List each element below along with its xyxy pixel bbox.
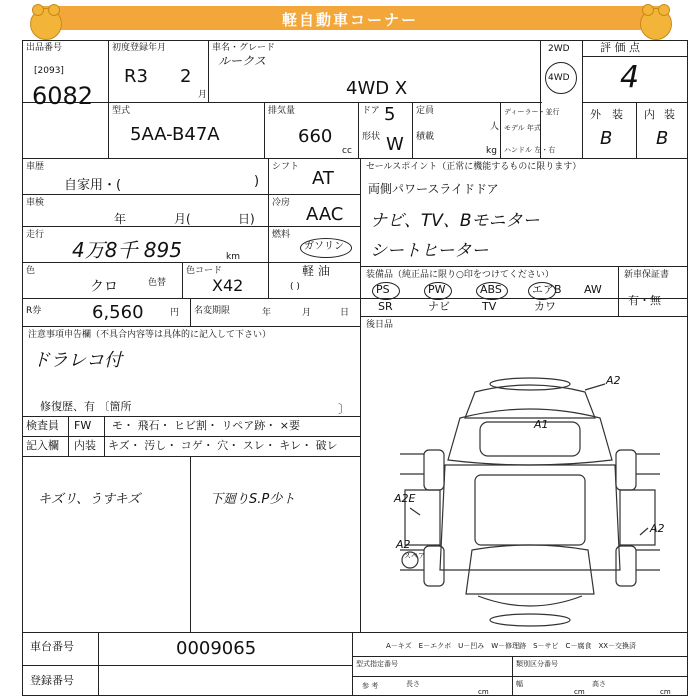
equip-navi: ナビ bbox=[428, 300, 450, 313]
shape-label: 形状 bbox=[362, 132, 381, 142]
class-label: 類別区分番号 bbox=[516, 660, 558, 668]
divider bbox=[22, 102, 542, 103]
damage-a2e: A2E bbox=[394, 492, 416, 505]
year-label: モデル 年式 bbox=[504, 124, 541, 132]
rating-label: 評 価 点 bbox=[600, 41, 640, 54]
page-title: 軽自動車コーナー bbox=[281, 11, 418, 29]
damage-legend: A－キズ E－エクボ U－凹み W－修理跡 S－サビ C－腐食 XX－交換済 bbox=[386, 642, 637, 650]
fuel-oil: 軽 油 bbox=[302, 264, 330, 278]
ccode-value: X42 bbox=[212, 276, 244, 295]
plate-label: 登録番号 bbox=[30, 674, 74, 687]
pw-circle bbox=[424, 282, 452, 300]
equip-leather: カワ bbox=[534, 300, 556, 313]
insp-label: 車検 bbox=[26, 198, 45, 208]
door-label: ドア bbox=[362, 106, 380, 116]
inspect-row2: キズ・ 汚し・ コゲ・ 穴・ スレ・ キレ・ 破レ bbox=[108, 439, 338, 452]
divider bbox=[636, 102, 637, 158]
remark-label: 記入欄 bbox=[26, 439, 59, 452]
insp-month: 月( bbox=[174, 212, 191, 226]
divider bbox=[208, 40, 209, 102]
warranty-value: 有・無 bbox=[628, 294, 661, 307]
int-label2: 装 bbox=[664, 108, 675, 121]
name-month: 月 bbox=[302, 308, 312, 318]
disp-label: 排気量 bbox=[268, 106, 296, 116]
drive-2wd: 2WD bbox=[548, 44, 570, 54]
load-unit: kg bbox=[486, 146, 497, 156]
divider bbox=[500, 102, 501, 158]
ext-label: 外 bbox=[590, 108, 601, 121]
divider bbox=[264, 102, 265, 158]
r-unit: 円 bbox=[170, 308, 180, 318]
month-unit: 月 bbox=[198, 90, 208, 100]
reg-label: 初度登録年月 bbox=[112, 43, 167, 53]
km-label: 走行 bbox=[26, 230, 45, 240]
r-label: R券 bbox=[26, 306, 42, 316]
cap-label: 定員 bbox=[416, 106, 435, 116]
ac-value: AAC bbox=[306, 204, 344, 225]
divider bbox=[352, 676, 688, 677]
divider bbox=[22, 632, 688, 633]
divider bbox=[358, 102, 359, 158]
cap-unit: 人 bbox=[490, 122, 500, 132]
equip-label: 装備品（純正品に限り○印をつけてください） bbox=[366, 270, 554, 280]
load-label: 積載 bbox=[416, 132, 435, 142]
car-label: 車名・グレード bbox=[212, 43, 276, 53]
divider bbox=[22, 326, 360, 327]
equip-tv: TV bbox=[482, 300, 497, 313]
color-value: クロ bbox=[90, 279, 118, 295]
remark-right: 下廻りS.P少ト bbox=[210, 492, 296, 507]
equip-airbag: エアB bbox=[532, 283, 562, 296]
notes-label: 注意事項申告欄（不具合内容等は具体的に記入して下さい） bbox=[28, 330, 272, 340]
divider bbox=[582, 40, 583, 158]
divider bbox=[352, 656, 688, 657]
divider bbox=[22, 665, 352, 666]
divider bbox=[98, 632, 99, 696]
wid-label: 幅 bbox=[516, 680, 523, 688]
door-value: 5 bbox=[384, 104, 396, 125]
repair-label: 修復歴、有 〔箇所 bbox=[40, 400, 132, 413]
divider bbox=[360, 266, 688, 267]
fuel-gas: ガソリン bbox=[304, 241, 344, 252]
drive-4wd: 4WD bbox=[548, 73, 570, 83]
ext-label2: 装 bbox=[612, 108, 623, 121]
lot-sub: [2093] bbox=[34, 66, 64, 76]
divider bbox=[22, 298, 360, 299]
sales-line3: シートヒーター bbox=[370, 241, 489, 261]
pcolor-label: 色替 bbox=[148, 278, 167, 288]
chassis-label: 車台番号 bbox=[30, 640, 74, 653]
insp-year: 年 bbox=[114, 212, 127, 226]
damage-a2-top: A2 bbox=[606, 374, 621, 387]
dealer-label: ディーラー・並行 bbox=[504, 108, 560, 116]
abs-circle bbox=[476, 282, 508, 300]
divider bbox=[182, 262, 183, 298]
divider bbox=[352, 632, 353, 696]
notes-text: ドラレコ付 bbox=[32, 350, 122, 371]
fuel-other: ( ) bbox=[290, 282, 300, 292]
len-unit: cm bbox=[478, 688, 489, 696]
use-close: ) bbox=[254, 174, 260, 189]
equip-sr: SR bbox=[378, 300, 393, 313]
divider bbox=[360, 316, 688, 317]
inspect-fw: FW bbox=[74, 419, 92, 432]
rating-value: 4 bbox=[620, 60, 640, 95]
vehicle-diagram bbox=[380, 370, 680, 632]
divider bbox=[360, 158, 361, 416]
warranty-label: 新車保証書 bbox=[624, 270, 670, 280]
shift-value: AT bbox=[312, 168, 334, 189]
chassis-value: 0009065 bbox=[176, 638, 257, 659]
bear-mascot-icon bbox=[640, 8, 672, 40]
divider bbox=[582, 56, 688, 57]
r-value: 6,560 bbox=[92, 302, 144, 323]
insp-day: 日) bbox=[238, 212, 255, 226]
name-day: 日 bbox=[340, 308, 350, 318]
use-value: 自家用・( bbox=[64, 178, 122, 193]
divider bbox=[22, 194, 360, 195]
len-label: 長さ bbox=[406, 680, 420, 688]
divider bbox=[618, 266, 619, 316]
divider bbox=[540, 40, 541, 158]
shift-label: シフト bbox=[272, 162, 300, 172]
km-value: 4万8千 895 bbox=[72, 238, 182, 262]
ref-label: 参 考 bbox=[362, 682, 379, 690]
color-label: 色 bbox=[26, 266, 36, 276]
name-label: 名変期限 bbox=[194, 306, 231, 316]
bear-mascot-icon bbox=[30, 8, 62, 40]
int-label: 内 bbox=[644, 108, 655, 121]
divider bbox=[360, 416, 361, 632]
divider bbox=[22, 456, 360, 457]
sales-label: セールスポイント（正常に機能するものに限ります） bbox=[366, 162, 582, 172]
disp-value: 660 bbox=[298, 126, 333, 147]
equip-aw: AW bbox=[584, 283, 602, 296]
ps-circle bbox=[372, 282, 400, 300]
model-label: 型式 bbox=[112, 106, 131, 116]
divider bbox=[108, 40, 109, 158]
form-label: 型式指定番号 bbox=[356, 660, 398, 668]
hei-label: 高さ bbox=[592, 680, 606, 688]
divider bbox=[22, 158, 688, 159]
remark-left: キズリ、うすキズ bbox=[38, 492, 141, 507]
damage-a2-right: A2 bbox=[650, 522, 665, 535]
wid-unit: cm bbox=[574, 688, 585, 696]
divider bbox=[190, 456, 191, 632]
car-grade: 4WD X bbox=[346, 78, 408, 99]
car-name: ルークス bbox=[218, 54, 266, 68]
divider bbox=[582, 102, 688, 103]
divider bbox=[22, 436, 360, 437]
equip-abs: ABS bbox=[480, 283, 502, 296]
equip-pw: PW bbox=[428, 283, 446, 296]
inspect-row1: モ・ 飛石・ ヒビ割・ リペア跡・ ×要 bbox=[112, 419, 300, 432]
inspect-interior-label: 内装 bbox=[74, 439, 96, 452]
lot-number: 6082 bbox=[32, 82, 94, 110]
damage-a2-left: A2 bbox=[396, 538, 411, 551]
handle-label: ハンドル 左・右 bbox=[504, 146, 556, 154]
disp-unit: cc bbox=[342, 146, 352, 156]
int-grade: B bbox=[656, 128, 669, 149]
divider bbox=[512, 656, 513, 696]
sales-line1: 両側パワースライドドア bbox=[368, 182, 499, 196]
airbag-circle bbox=[528, 282, 556, 300]
hei-unit: cm bbox=[660, 688, 671, 696]
divider bbox=[268, 158, 269, 298]
inspect-label: 検査員 bbox=[26, 419, 59, 432]
divider bbox=[22, 416, 360, 417]
repair-close: 〕 bbox=[338, 402, 351, 416]
divider bbox=[22, 226, 360, 227]
fuel-label: 燃料 bbox=[272, 230, 291, 240]
use-label: 車歴 bbox=[26, 162, 45, 172]
reg-era: R3 bbox=[124, 66, 148, 87]
equip-ps: PS bbox=[376, 283, 390, 296]
km-unit: km bbox=[226, 252, 240, 262]
damage-a1: A1 bbox=[534, 418, 549, 431]
shape-value: W bbox=[386, 134, 404, 155]
lot-label: 出品番号 bbox=[26, 43, 63, 53]
spare-label: スペア bbox=[404, 552, 425, 560]
model-value: 5AA-B47A bbox=[130, 124, 220, 145]
sales-line2: ナビ、TV、Bモニター bbox=[370, 211, 540, 231]
reg-month: 2 bbox=[180, 66, 192, 87]
divider bbox=[190, 298, 191, 326]
ext-grade: B bbox=[600, 128, 613, 149]
divider bbox=[104, 416, 105, 456]
ccode-label: 色コード bbox=[186, 266, 223, 276]
ac-label: 冷房 bbox=[272, 198, 291, 208]
after-label: 後日品 bbox=[366, 320, 394, 330]
divider bbox=[68, 416, 69, 456]
name-year: 年 bbox=[262, 308, 272, 318]
divider bbox=[412, 102, 413, 158]
